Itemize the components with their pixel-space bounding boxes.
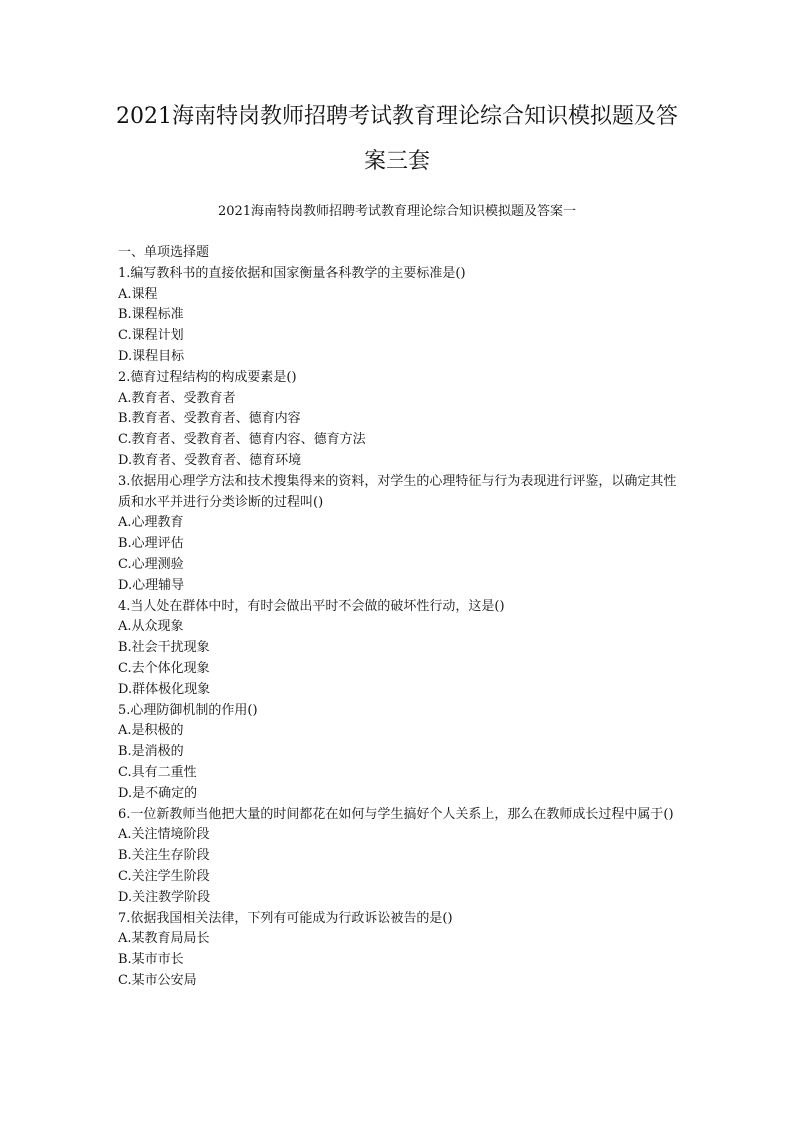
question-stem: 1.编写教科书的直接依据和国家衡量各科教学的主要标准是() — [118, 265, 466, 281]
option-c: C.某市公安局 — [118, 972, 197, 988]
question-stem: 2.德育过程结构的构成要素是() — [118, 369, 297, 385]
question-stem: 4.当人处在群体中时，有时会做出平时不会做的破坏性行动，这是() — [118, 598, 505, 614]
option-b: B.某市市长 — [118, 952, 184, 968]
option-a: A.心理教育 — [118, 515, 184, 531]
option-d: D.心理辅导 — [118, 577, 185, 593]
option-d: D.是不确定的 — [118, 785, 198, 801]
question-2 — [118, 368, 678, 472]
option-c: C.具有二重性 — [118, 764, 197, 780]
question-6 — [118, 805, 678, 909]
option-b: B.心理评估 — [118, 536, 184, 552]
question-7 — [118, 909, 678, 992]
option-a: A.课程 — [118, 286, 158, 302]
option-a: A.某教育局局长 — [118, 931, 210, 947]
option-d: D.课程目标 — [118, 348, 185, 364]
option-c: C.关注学生阶段 — [118, 868, 210, 884]
question-5 — [118, 701, 678, 805]
option-a: A.教育者、受教育者 — [118, 390, 236, 406]
option-a: A.关注情境阶段 — [118, 827, 210, 843]
option-c: C.教育者、受教育者、德育内容、德育方法 — [118, 432, 366, 448]
option-d: D.群体极化现象 — [118, 681, 211, 697]
document-body — [118, 243, 678, 992]
question-4 — [118, 597, 678, 701]
question-1 — [118, 264, 678, 368]
option-d: D.教育者、受教育者、德育环境 — [118, 452, 302, 468]
option-b: B.教育者、受教育者、德育内容 — [118, 411, 301, 427]
question-stem: 7.依据我国相关法律，下列有可能成为行政诉讼被告的是() — [118, 910, 453, 926]
document-subtitle: 2021海南特岗教师招聘考试教育理论综合知识模拟题及答案一 — [217, 204, 577, 219]
question-stem: 3.依据用心理学方法和技术搜集得来的资料，对学生的心理特征与行为表现进行评鉴，以确定其性质和水平并进行分类诊断的过程叫() — [118, 473, 677, 510]
document-title-line-2: 案三套 — [363, 149, 430, 174]
document-title-line-1: 2021海南特岗教师招聘考试教育理论综合知识模拟题及答 — [116, 104, 678, 129]
question-stem: 6.一位新教师当他把大量的时间都花在如何与学生搞好个人关系上，那么在教师成长过程中属于() — [118, 806, 674, 822]
section-heading: 一、单项选择题 — [118, 245, 210, 260]
question-stem: 5.心理防御机制的作用() — [118, 702, 258, 718]
option-b: B.关注生存阶段 — [118, 848, 210, 864]
option-d: D.关注教学阶段 — [118, 889, 211, 905]
option-b: B.是消极的 — [118, 744, 184, 760]
option-c: C.课程计划 — [118, 328, 184, 344]
option-b: B.课程标准 — [118, 307, 184, 323]
option-a: A.从众现象 — [118, 619, 184, 635]
option-c: C.心理测验 — [118, 556, 184, 572]
question-3 — [118, 472, 678, 597]
option-b: B.社会干扰现象 — [118, 640, 210, 656]
option-c: C.去个体化现象 — [118, 660, 210, 676]
option-a: A.是积极的 — [118, 723, 184, 739]
